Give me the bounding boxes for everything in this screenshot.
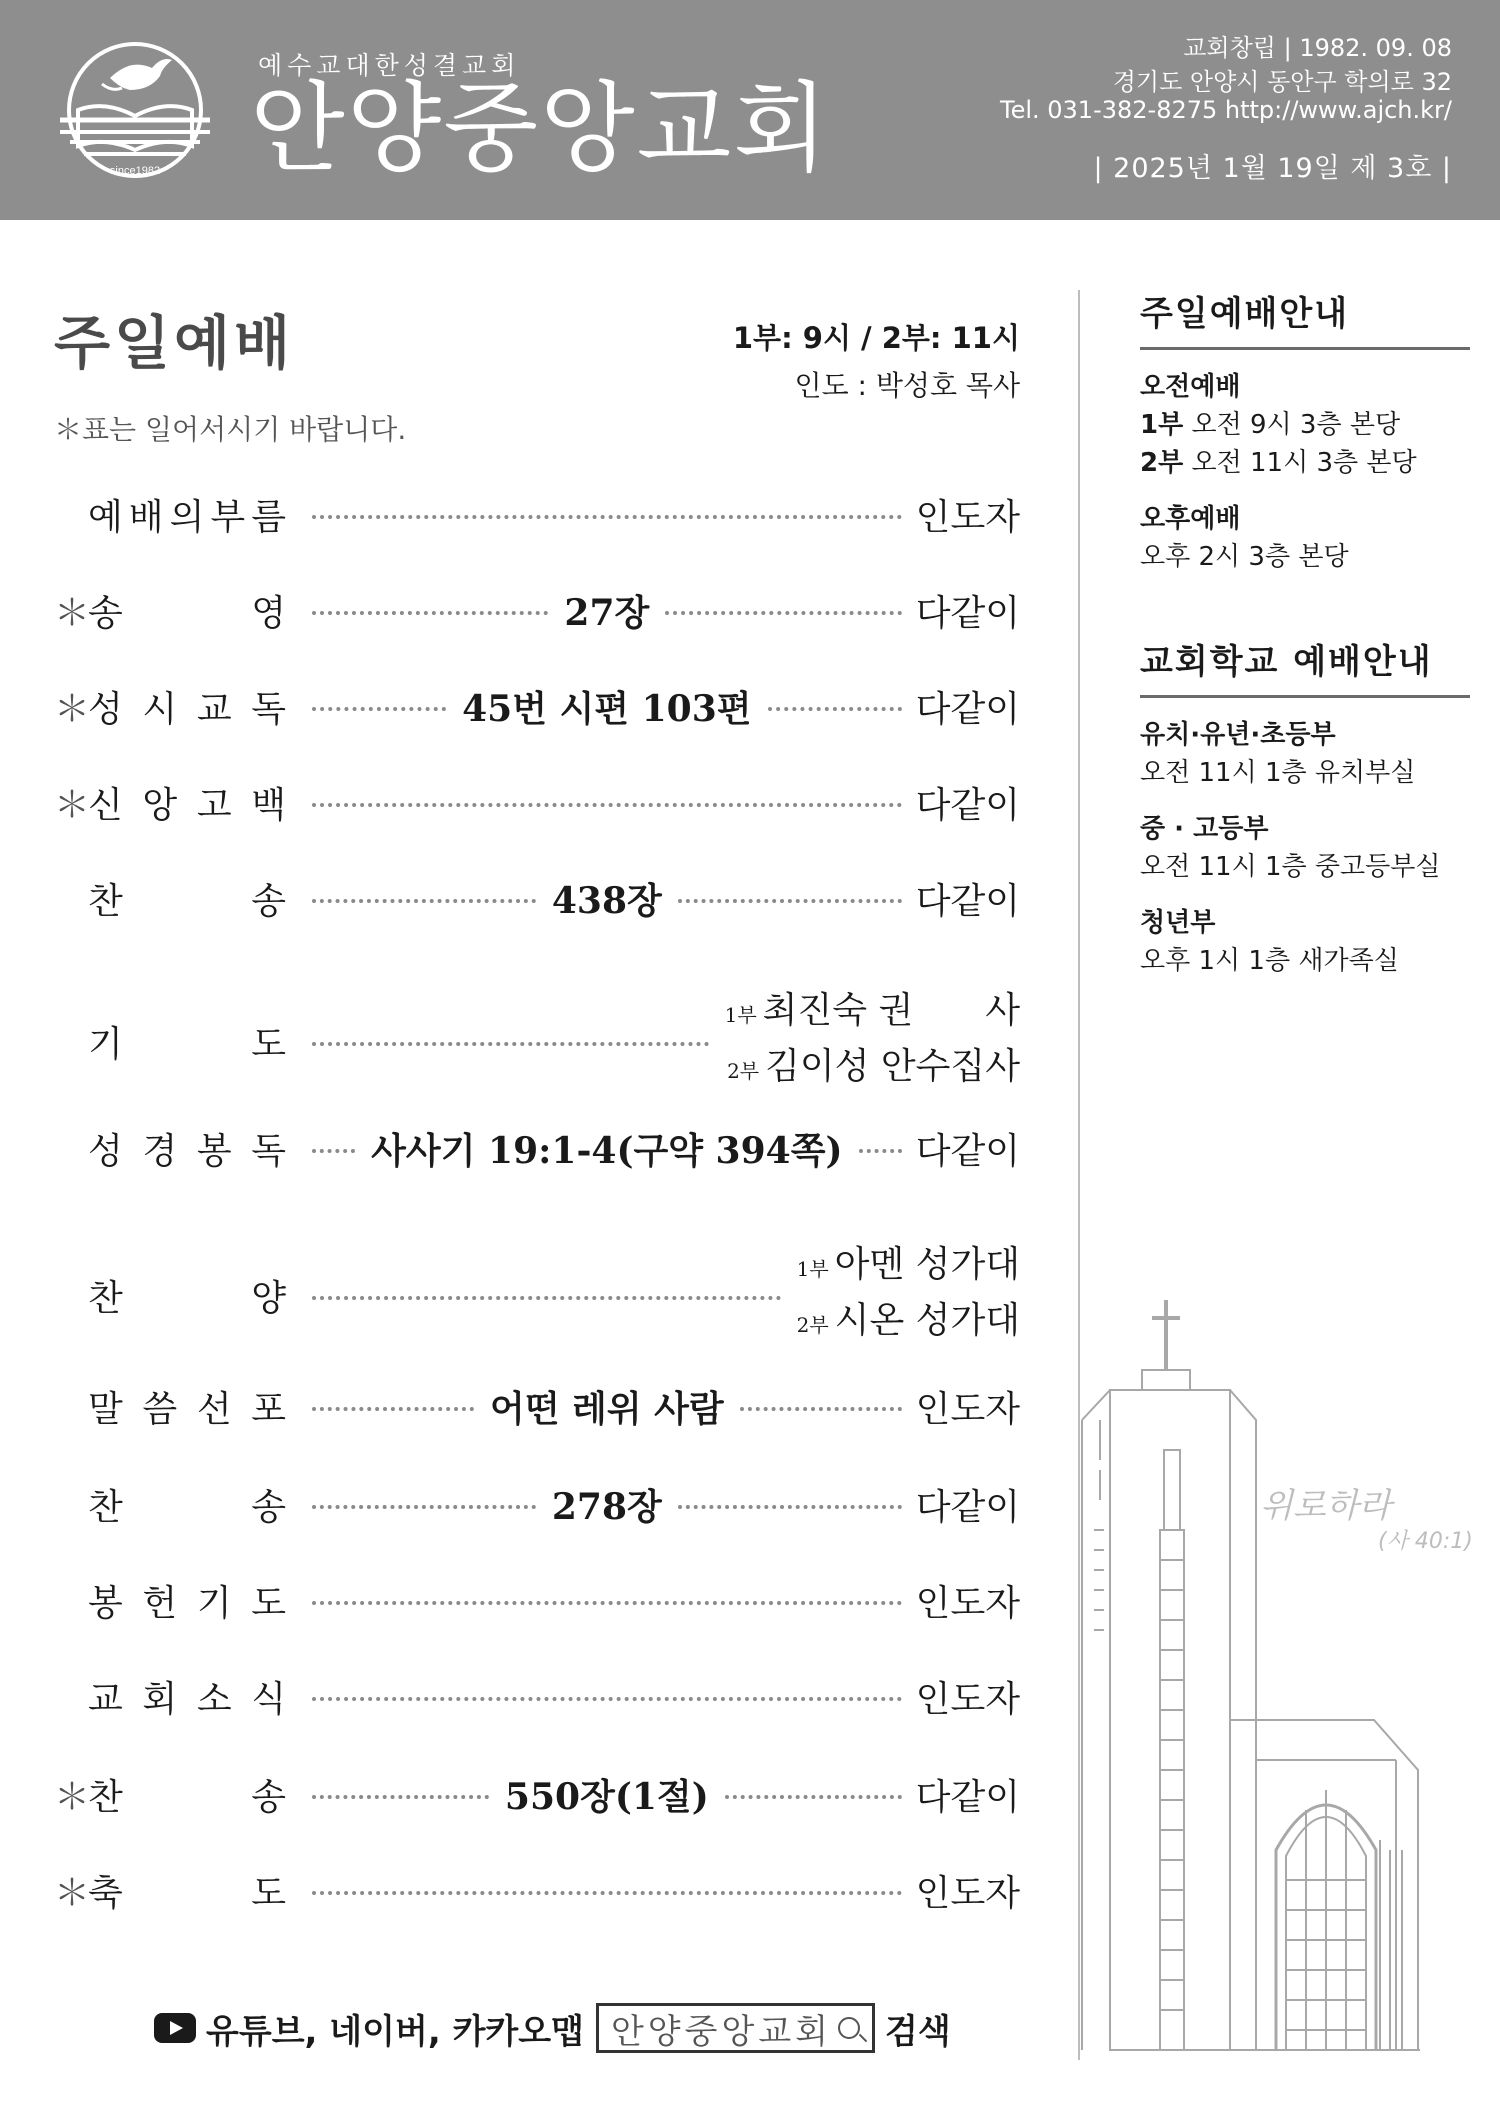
order-item-name xyxy=(88,1123,304,1174)
person-line xyxy=(725,1041,1020,1097)
order-item-char: 송 xyxy=(251,1776,286,1818)
order-item-char: 송 xyxy=(88,592,123,634)
morning-service-2 xyxy=(1140,442,1417,479)
order-item-char: 축 xyxy=(88,1872,123,1914)
order-item-name xyxy=(88,777,304,828)
dotted-leader xyxy=(312,611,548,615)
order-item-char: 앙 xyxy=(142,784,178,826)
service-leader: 인도 : 박성호 목사 xyxy=(794,369,1020,402)
order-row xyxy=(54,1852,1020,1928)
order-item-char: 씀 xyxy=(142,1388,178,1430)
dotted-leader xyxy=(312,1697,902,1701)
dotted-leader xyxy=(312,707,446,711)
dotted-leader xyxy=(312,803,902,807)
service-times: 1부: 9시 / 2부: 11시 xyxy=(732,321,1020,355)
order-item-name xyxy=(88,1381,304,1432)
standing-mark: ＊ xyxy=(54,784,91,826)
dotted-leader xyxy=(725,1795,902,1799)
order-item-name xyxy=(88,873,304,924)
order-item-char: 도 xyxy=(251,1872,286,1914)
logo-since: since1982 xyxy=(109,165,161,177)
order-item-name xyxy=(88,681,304,732)
service-part-tag: 2부 xyxy=(727,1059,760,1083)
person-line xyxy=(725,985,1020,1041)
morning-2-tag: 2부 xyxy=(1140,448,1184,478)
dotted-leader xyxy=(312,899,536,903)
dove-icon xyxy=(110,59,172,90)
order-item-name xyxy=(88,1575,304,1626)
kids-dept-label: 유치·유년·초등부 xyxy=(1140,720,1336,750)
order-item-char: 영 xyxy=(251,592,286,634)
standing-mark: ＊ xyxy=(54,688,91,730)
morning-1-tag: 1부 xyxy=(1140,410,1184,440)
order-item-char: 양 xyxy=(251,1277,286,1319)
order-item-person: 다같이 xyxy=(915,1486,1021,1528)
order-item-char: 도 xyxy=(251,1023,286,1065)
verse-reference: (사 40:1) xyxy=(1378,1529,1473,1554)
dotted-leader xyxy=(312,1149,355,1153)
order-item-char: 기 xyxy=(88,1023,123,1065)
search-box xyxy=(596,2003,875,2053)
order-item-person: 인도자 xyxy=(915,1872,1020,1914)
order-item-char: 포 xyxy=(251,1388,286,1430)
dotted-leader xyxy=(678,1505,902,1509)
order-item-char: 시 xyxy=(142,688,178,730)
order-item-char: 신 xyxy=(88,784,123,826)
order-item-persons xyxy=(725,985,1020,1097)
order-item-char: 교 xyxy=(88,1678,123,1720)
order-item-person: 인도자 xyxy=(915,496,1020,538)
dotted-leader xyxy=(312,1296,781,1300)
morning-1-text: 오전 9시 3층 본당 xyxy=(1183,410,1401,440)
order-item-name xyxy=(88,585,304,636)
search-footer xyxy=(154,2000,951,2056)
person-name: 아멘 성가대 xyxy=(834,1244,1020,1285)
order-item-char: 부 xyxy=(210,496,246,538)
order-item-name xyxy=(88,1270,304,1321)
youth-dept-label: 청년부 xyxy=(1140,908,1216,938)
youtube-icon xyxy=(154,2013,196,2043)
order-item-name xyxy=(88,1016,304,1067)
order-item-char: 의 xyxy=(169,496,205,538)
school-guide-heading: 교회학교 예배안내 xyxy=(1140,634,1470,698)
order-row xyxy=(54,764,1020,840)
order-row xyxy=(54,860,1020,936)
afternoon-service: 오후 2시 3층 본당 xyxy=(1140,542,1349,572)
dotted-leader xyxy=(312,1407,474,1411)
order-item-char: 고 xyxy=(196,784,232,826)
church-contact: Tel. 031-382-8275 http://www.ajch.kr/ xyxy=(999,96,1452,124)
kids-dept-time: 오전 11시 1층 유치부실 xyxy=(1140,758,1416,788)
service-part-tag: 2부 xyxy=(796,1313,829,1337)
order-row xyxy=(54,1368,1020,1444)
order-item-char: 경 xyxy=(142,1130,178,1172)
search-term: 안양중앙교회 xyxy=(610,2011,833,2052)
order-item-char: 독 xyxy=(251,1130,286,1172)
order-item-char: 선 xyxy=(196,1388,232,1430)
standing-mark: ＊ xyxy=(54,1776,91,1818)
order-item-person: 다같이 xyxy=(915,592,1021,634)
youth-dept-time: 오후 1시 1층 새가족실 xyxy=(1140,946,1399,976)
order-item-char: 예 xyxy=(88,496,123,538)
person-line xyxy=(797,1295,1020,1351)
order-item-person: 다같이 xyxy=(915,1130,1021,1172)
worship-guide-heading: 주일예배안내 xyxy=(1140,286,1470,350)
dotted-leader xyxy=(768,707,902,711)
page-title: 주일예배 xyxy=(54,309,295,377)
order-item-name xyxy=(88,1671,304,1722)
order-item-char: 성 xyxy=(88,1130,123,1172)
church-address: 경기도 안양시 동안구 학의로 32 xyxy=(1112,68,1452,96)
order-row xyxy=(54,986,1020,1096)
order-item-char: 독 xyxy=(251,688,286,730)
order-item-name xyxy=(88,1769,304,1820)
order-item-char: 기 xyxy=(196,1582,232,1624)
order-item-name xyxy=(88,489,304,540)
dotted-leader xyxy=(312,1795,489,1799)
cross-icon xyxy=(1152,1300,1180,1370)
dotted-leader xyxy=(859,1149,902,1153)
order-item-char: 식 xyxy=(251,1678,286,1720)
standing-note: ＊표는 일어서시기 바랍니다. xyxy=(54,413,407,446)
order-item-persons xyxy=(797,1239,1020,1351)
order-row xyxy=(54,1466,1020,1542)
church-building-illustration xyxy=(1080,1290,1500,2070)
verse-handwriting: 위로하라 xyxy=(1260,1486,1392,1526)
person-line xyxy=(797,1239,1020,1295)
afternoon-worship-label: 오후예배 xyxy=(1140,504,1241,534)
order-item-char: 찬 xyxy=(88,1776,123,1818)
order-item-person: 다같이 xyxy=(915,1776,1020,1818)
order-row xyxy=(54,668,1020,744)
search-label: 검색 xyxy=(885,2011,951,2052)
service-part-tag: 1부 xyxy=(796,1257,829,1281)
order-row xyxy=(54,572,1020,648)
order-item-char: 송 xyxy=(251,1486,286,1528)
masthead xyxy=(0,0,1500,220)
church-name: 안양중앙교회 xyxy=(250,72,831,186)
dotted-leader xyxy=(312,1505,536,1509)
dotted-leader xyxy=(678,899,902,903)
church-logo xyxy=(50,38,220,188)
teen-dept-time: 오전 11시 1층 중고등부실 xyxy=(1140,852,1441,882)
dotted-leader xyxy=(312,1601,902,1605)
order-item-detail: 550장(1절) xyxy=(504,1775,709,1818)
dotted-leader xyxy=(312,515,902,519)
order-item-char: 봉 xyxy=(88,1582,123,1624)
order-item-char: 찬 xyxy=(88,880,123,922)
standing-mark: ＊ xyxy=(54,592,91,634)
order-row xyxy=(54,1240,1020,1350)
order-item-char: 배 xyxy=(128,496,164,538)
order-item-char: 헌 xyxy=(142,1582,178,1624)
standing-mark: ＊ xyxy=(54,1872,91,1914)
order-item-detail: 27장 xyxy=(564,591,650,634)
dotted-leader xyxy=(740,1407,902,1411)
order-row xyxy=(54,476,1020,552)
order-item-detail: 45번 시편 103편 xyxy=(462,687,752,730)
person-name: 시온 성가대 xyxy=(834,1300,1020,1341)
order-item-char: 회 xyxy=(142,1678,178,1720)
order-item-detail: 438장 xyxy=(551,879,662,922)
order-item-person: 인도자 xyxy=(915,1388,1020,1430)
dotted-leader xyxy=(665,611,901,615)
order-item-char: 찬 xyxy=(88,1277,123,1319)
order-item-detail: 어떤 레위 사람 xyxy=(489,1387,724,1430)
order-item-char: 름 xyxy=(251,496,286,538)
order-item-char: 성 xyxy=(88,688,123,730)
denomination: 예수교대한성결교회 xyxy=(258,51,521,80)
service-part-tag: 1부 xyxy=(724,1003,757,1027)
order-item-person: 다같이 xyxy=(915,784,1020,826)
order-item-char: 말 xyxy=(88,1388,123,1430)
order-item-char: 찬 xyxy=(88,1486,123,1528)
order-row xyxy=(54,1658,1020,1734)
order-item-char: 소 xyxy=(196,1678,232,1720)
order-item-char: 도 xyxy=(251,1582,286,1624)
teen-dept-label: 중 · 고등부 xyxy=(1140,814,1269,844)
founded-date: 교회창립 | 1982. 09. 08 xyxy=(1183,34,1452,62)
order-row xyxy=(54,1756,1020,1832)
search-icon xyxy=(838,2017,860,2039)
issue-number: | 2025년 1월 19일 제 3호 | xyxy=(1093,153,1452,184)
order-item-char: 교 xyxy=(196,688,232,730)
person-name: 최진숙 권 사 xyxy=(762,990,1020,1031)
order-item-char: 봉 xyxy=(196,1130,232,1172)
order-item-person: 다같이 xyxy=(915,880,1021,922)
order-item-name xyxy=(88,1865,304,1916)
morning-service-1 xyxy=(1140,404,1400,441)
person-name: 김이성 안수집사 xyxy=(765,1046,1020,1087)
order-item-person: 다같이 xyxy=(915,688,1020,730)
order-row xyxy=(54,1110,1020,1186)
order-item-person: 인도자 xyxy=(915,1582,1020,1624)
order-item-detail: 사사기 19:1-4(구약 394쪽) xyxy=(371,1129,843,1172)
order-item-char: 송 xyxy=(251,880,286,922)
order-row xyxy=(54,1562,1020,1638)
morning-worship-label: 오전예배 xyxy=(1140,372,1241,402)
search-platforms: 유튜브, 네이버, 카카오맵 xyxy=(206,2011,584,2052)
order-item-detail: 278장 xyxy=(551,1485,662,1528)
dotted-leader xyxy=(312,1042,709,1046)
order-item-person: 인도자 xyxy=(915,1678,1020,1720)
morning-2-text: 오전 11시 3층 본당 xyxy=(1183,448,1417,478)
dotted-leader xyxy=(312,1891,902,1895)
order-item-name xyxy=(88,1479,304,1530)
order-item-char: 백 xyxy=(251,784,286,826)
